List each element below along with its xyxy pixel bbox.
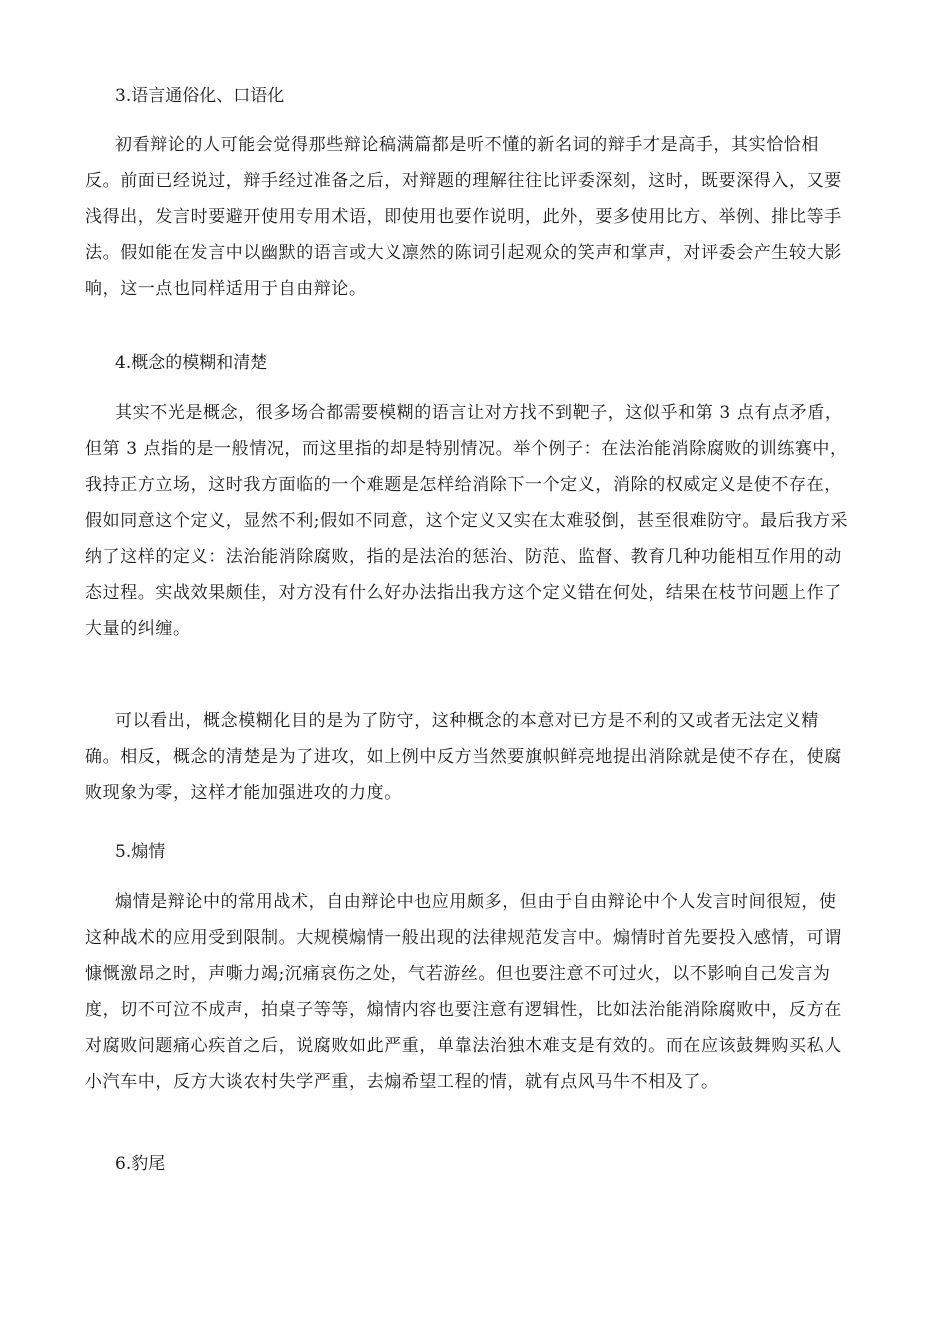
paragraph-line: 但第 3 点指的是一般情况，而这里指的却是特别情况。举个例子：在法治能消除腐败的训练赛中， [85,439,848,459]
paragraph-line: 法。假如能在发言中以幽默的语言或大义凛然的陈词引起观众的笑声和掌声，对评委会产生较大影 [85,243,842,263]
paragraph-line: 响，这一点也同样适用于自由辩论。 [85,279,367,299]
paragraph-line: 可以看出，概念模糊化目的是为了防守，这种概念的本意对已方是不利的又或者无法定义精 [115,711,819,731]
paragraph-line: 这种战术的应用受到限制。大规模煽情一般出现的法律规范发言中。煽情时首先要投入感情，可谓 [85,928,842,948]
paragraph-line: 度，切不可泣不成声，拍桌子等等，煽情内容也要注意有逻辑性，比如法治能消除腐败中，反方在 [85,1000,842,1020]
paragraph-line: 其实不光是概念，很多场合都需要模糊的语言让对方找不到靶子，这似乎和第 3 点有点矛盾， [115,403,843,423]
paragraph-line: 纳了这样的定义：法治能消除腐败，指的是法治的惩治、防范、监督、教育几种功能相互作用的动 [85,547,842,567]
section-heading-6: 6.豹尾 [115,1154,166,1174]
paragraph-line: 小汽车中，反方大谈农村失学严重，去煽希望工程的情，就有点风马牛不相及了。 [85,1072,719,1092]
paragraph-line: 确。相反，概念的清楚是为了进攻，如上例中反方当然要旗帜鲜亮地提出消除就是使不存在，使腐 [85,747,842,767]
paragraph-line: 假如同意这个定义，显然不利;假如不同意，这个定义又实在太难驳倒，甚至很难防守。最后我方采 [85,511,849,531]
section-heading-5: 5.煽情 [115,842,166,862]
paragraph-line: 大量的纠缠。 [85,619,191,639]
paragraph-line: 态过程。实战效果颇佳，对方没有什么好办法指出我方这个定义错在何处，结果在枝节问题上作了 [85,583,842,603]
paragraph-concept-conclusion [85,703,860,811]
paragraph-line: 败现象为零，这样才能加强进攻的力度。 [85,783,402,803]
paragraph-line: 对腐败问题痛心疾首之后，说腐败如此严重，单靠法治独木难支是有效的。而在应该鼓舞购买私人 [85,1036,842,1056]
paragraph-concept-example [85,395,860,647]
paragraph-line: 初看辩论的人可能会觉得那些辩论稿满篇都是听不懂的新名词的辩手才是高手，其实恰恰相 [115,135,819,155]
paragraph-line: 我持正方立场，这时我方面临的一个难题是怎样给消除下一个定义，消除的权威定义是使不存在， [85,475,842,495]
paragraph-language-colloquial [85,127,860,307]
paragraph-line: 浅得出，发言时要避开使用专用术语，即使用也要作说明，此外，要多使用比方、举例、排比等手 [85,207,842,227]
paragraph-line: 慷慨激昂之时，声嘶力竭;沉痛哀伤之处，气若游丝。但也要注意不可过火，以不影响自己发言为 [85,964,831,984]
section-heading-3: 3.语言通俗化、口语化 [115,86,285,106]
paragraph-line: 反。前面已经说过，辩手经过准备之后，对辩题的理解往往比评委深刻，这时，既要深得入，又要 [85,171,842,191]
paragraph-emotion [85,884,860,1100]
paragraph-line: 煽情是辩论中的常用战术，自由辩论中也应用颇多，但由于自由辩论中个人发言时间很短，使 [115,892,837,912]
section-heading-4: 4.概念的模糊和清楚 [115,353,268,373]
